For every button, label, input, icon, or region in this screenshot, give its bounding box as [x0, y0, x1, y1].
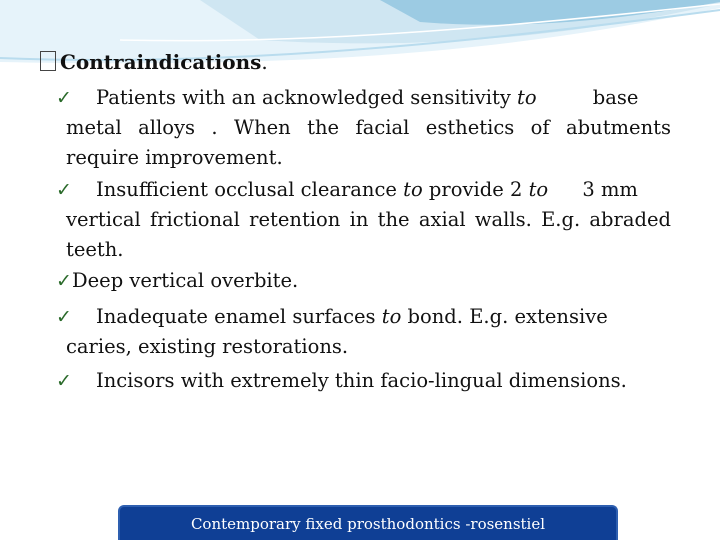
text-line: vertical frictional retention in the axial walls. E.g. abraded: [66, 208, 671, 231]
source-citation: Contemporary fixed prosthodontics -rosenstiel: [190, 514, 546, 533]
text-line: caries, existing restorations.: [66, 335, 349, 358]
text-line: require improvement.: [66, 146, 283, 169]
list-item: [56, 266, 671, 296]
text-run: to: [528, 178, 549, 201]
heading-title: Contraindications: [60, 50, 262, 74]
text-line: Deep vertical overbite.: [72, 269, 299, 292]
list-item: [56, 366, 671, 396]
text-run: Insufficient occlusal clearance: [96, 178, 404, 201]
list-item: [56, 83, 671, 173]
checkmark-icon: ✓: [56, 306, 72, 328]
heading-period: .: [261, 50, 268, 74]
text-run: to: [517, 86, 537, 109]
checkmark-icon: ✓: [56, 270, 72, 292]
text-line: metal alloys . When the facial esthetics of abutments: [66, 116, 671, 139]
text-run: Patients with an acknowledged sensitivity: [96, 86, 518, 109]
text-run: bond. E.g. extensive: [401, 305, 608, 328]
checkmark-icon: ✓: [56, 179, 72, 201]
text-line: Incisors with extremely thin facio-lingual dimensions.: [96, 369, 627, 392]
list-item: [56, 302, 671, 362]
source-citation-box: [118, 505, 618, 540]
checkmark-icon: ✓: [56, 87, 72, 109]
text-run: 3 mm: [576, 178, 638, 201]
text-line: [66, 83, 671, 113]
text-run: Inadequate enamel surfaces: [96, 305, 382, 328]
checkmark-icon: ✓: [56, 370, 72, 392]
text-run: base: [586, 86, 639, 109]
text-line: [66, 175, 671, 205]
list-item: [56, 175, 671, 265]
text-run: to: [381, 305, 402, 328]
text-line: [66, 302, 671, 332]
text-line: teeth.: [66, 238, 124, 261]
text-run: provide 2: [422, 178, 529, 201]
text-run: to: [403, 178, 423, 201]
